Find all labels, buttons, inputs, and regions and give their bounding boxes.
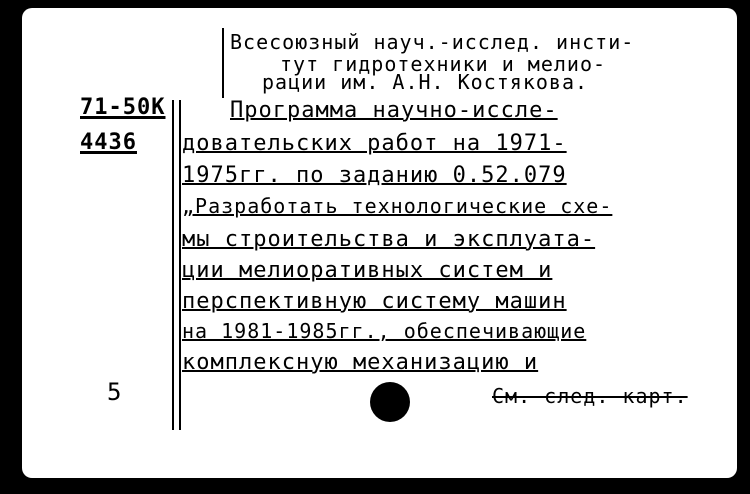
title-line-4: „Разработать технологические схе- xyxy=(182,194,613,218)
title-line-1: Программа научно-иссле- xyxy=(230,98,558,123)
org-line-2: тут гидротехники и мелио- xyxy=(280,52,607,76)
continuation-note: См. след. карт. xyxy=(492,384,688,408)
vertical-rule-top xyxy=(222,28,224,98)
title-line-7: перспективную систему машин xyxy=(182,289,567,314)
title-line-6: ции мелиоративных систем и xyxy=(182,258,553,283)
catalog-code-1: 71-50К xyxy=(80,95,166,120)
vertical-rule-right xyxy=(179,100,181,430)
punch-hole xyxy=(370,382,410,422)
org-line-1: Всесоюзный науч.-исслед. инсти- xyxy=(230,30,635,54)
title-line-2: довательских работ на 1971- xyxy=(182,131,567,156)
org-line-3: рации им. А.Н. Костякова. xyxy=(262,70,589,94)
title-line-5: мы строительства и эксплуата- xyxy=(182,227,596,252)
vertical-rule-left xyxy=(172,100,174,430)
title-line-8: на 1981-1985гг., обеспечивающие xyxy=(182,319,587,343)
catalog-card xyxy=(22,8,737,478)
title-line-3: 1975гг. по заданию 0.52.079 xyxy=(182,163,567,188)
title-line-9: комплексную механизацию и xyxy=(182,350,539,375)
margin-number: 5 xyxy=(107,378,123,406)
catalog-code-2: 4436 xyxy=(80,130,137,155)
